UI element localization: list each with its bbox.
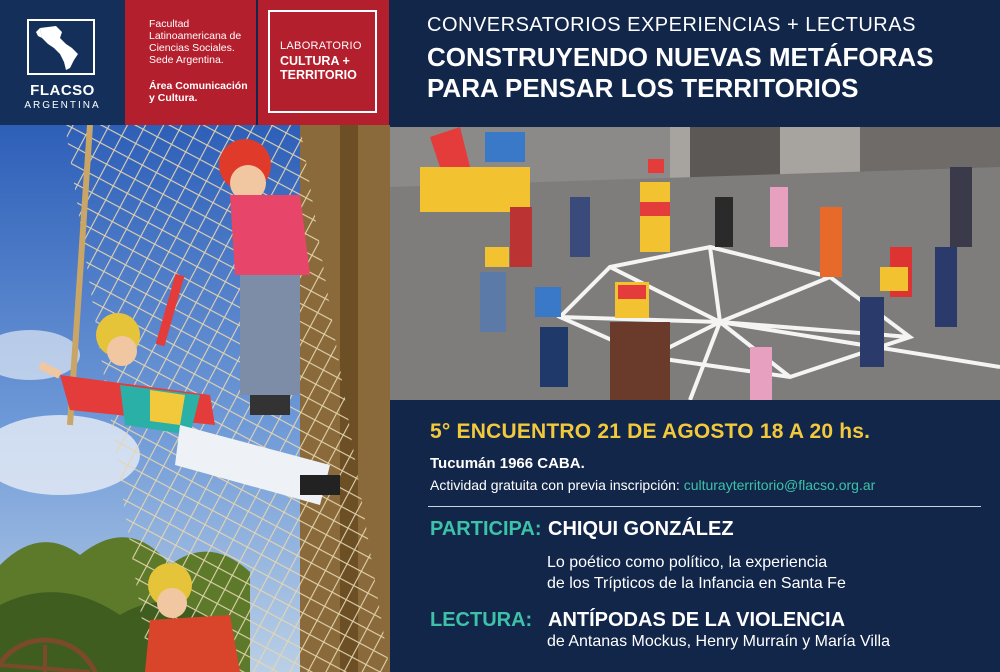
faculty-line: Facultad [149, 18, 190, 30]
participa-desc-line: de los Trípticos de la Infancia en Santa Fe [547, 575, 846, 592]
participa-label: PARTICIPA: [430, 518, 542, 540]
lab-name-line: CULTURA + [280, 54, 350, 68]
americas-map-icon [26, 18, 96, 76]
faculty-block [125, 0, 256, 125]
registration-text: Actividad gratuita con previa inscripción: [430, 477, 684, 493]
org-country: ARGENTINA [24, 100, 101, 111]
section-divider [428, 506, 981, 507]
faculty-line: Sede Argentina. [149, 54, 224, 66]
lab-block [258, 0, 389, 125]
event-address: Tucumán 1966 CABA. [430, 455, 585, 472]
event-headline: 5° ENCUENTRO 21 DE AGOSTO 18 A 20 hs. [430, 420, 871, 443]
lab-label: LABORATORIO [280, 40, 362, 52]
main-title-line: PARA PENSAR LOS TERRITORIOS [427, 73, 859, 103]
participa-description [547, 552, 987, 594]
registration-line [430, 477, 875, 493]
lectura-title: ANTÍPODAS DE LA VIOLENCIA [548, 609, 846, 631]
registration-email-link[interactable]: culturayterritorio@flacso.org.ar [683, 477, 876, 493]
flacso-logo-block [0, 0, 125, 125]
series-title: CONVERSATORIOS EXPERIENCIAS + LECTURAS [427, 14, 916, 36]
lab-name-line: TERRITORIO [280, 68, 357, 82]
faculty-line: Latinoamericana de [149, 30, 242, 42]
lab-name [280, 54, 376, 82]
main-title-line: CONSTRUYENDO NUEVAS METÁFORAS [427, 42, 934, 72]
main-title [427, 42, 987, 104]
faculty-text [149, 18, 253, 66]
area-text [149, 80, 253, 104]
faculty-line: Ciencias Sociales. [149, 42, 235, 54]
plaza-photo [390, 127, 1000, 400]
participa-name: CHIQUI GONZÁLEZ [548, 518, 734, 540]
title-area [389, 0, 1000, 127]
participa-desc-line: Lo poético como político, la experiencia [547, 554, 828, 571]
lectura-authors: de Antanas Mockus, Henry Murraín y María Villa [547, 633, 890, 650]
org-name: FLACSO [30, 82, 95, 99]
climbing-net-photo [0, 125, 390, 672]
lectura-label: LECTURA: [430, 609, 533, 631]
area-line: y Cultura. [149, 92, 198, 104]
area-line: Área Comunicación [149, 80, 248, 92]
